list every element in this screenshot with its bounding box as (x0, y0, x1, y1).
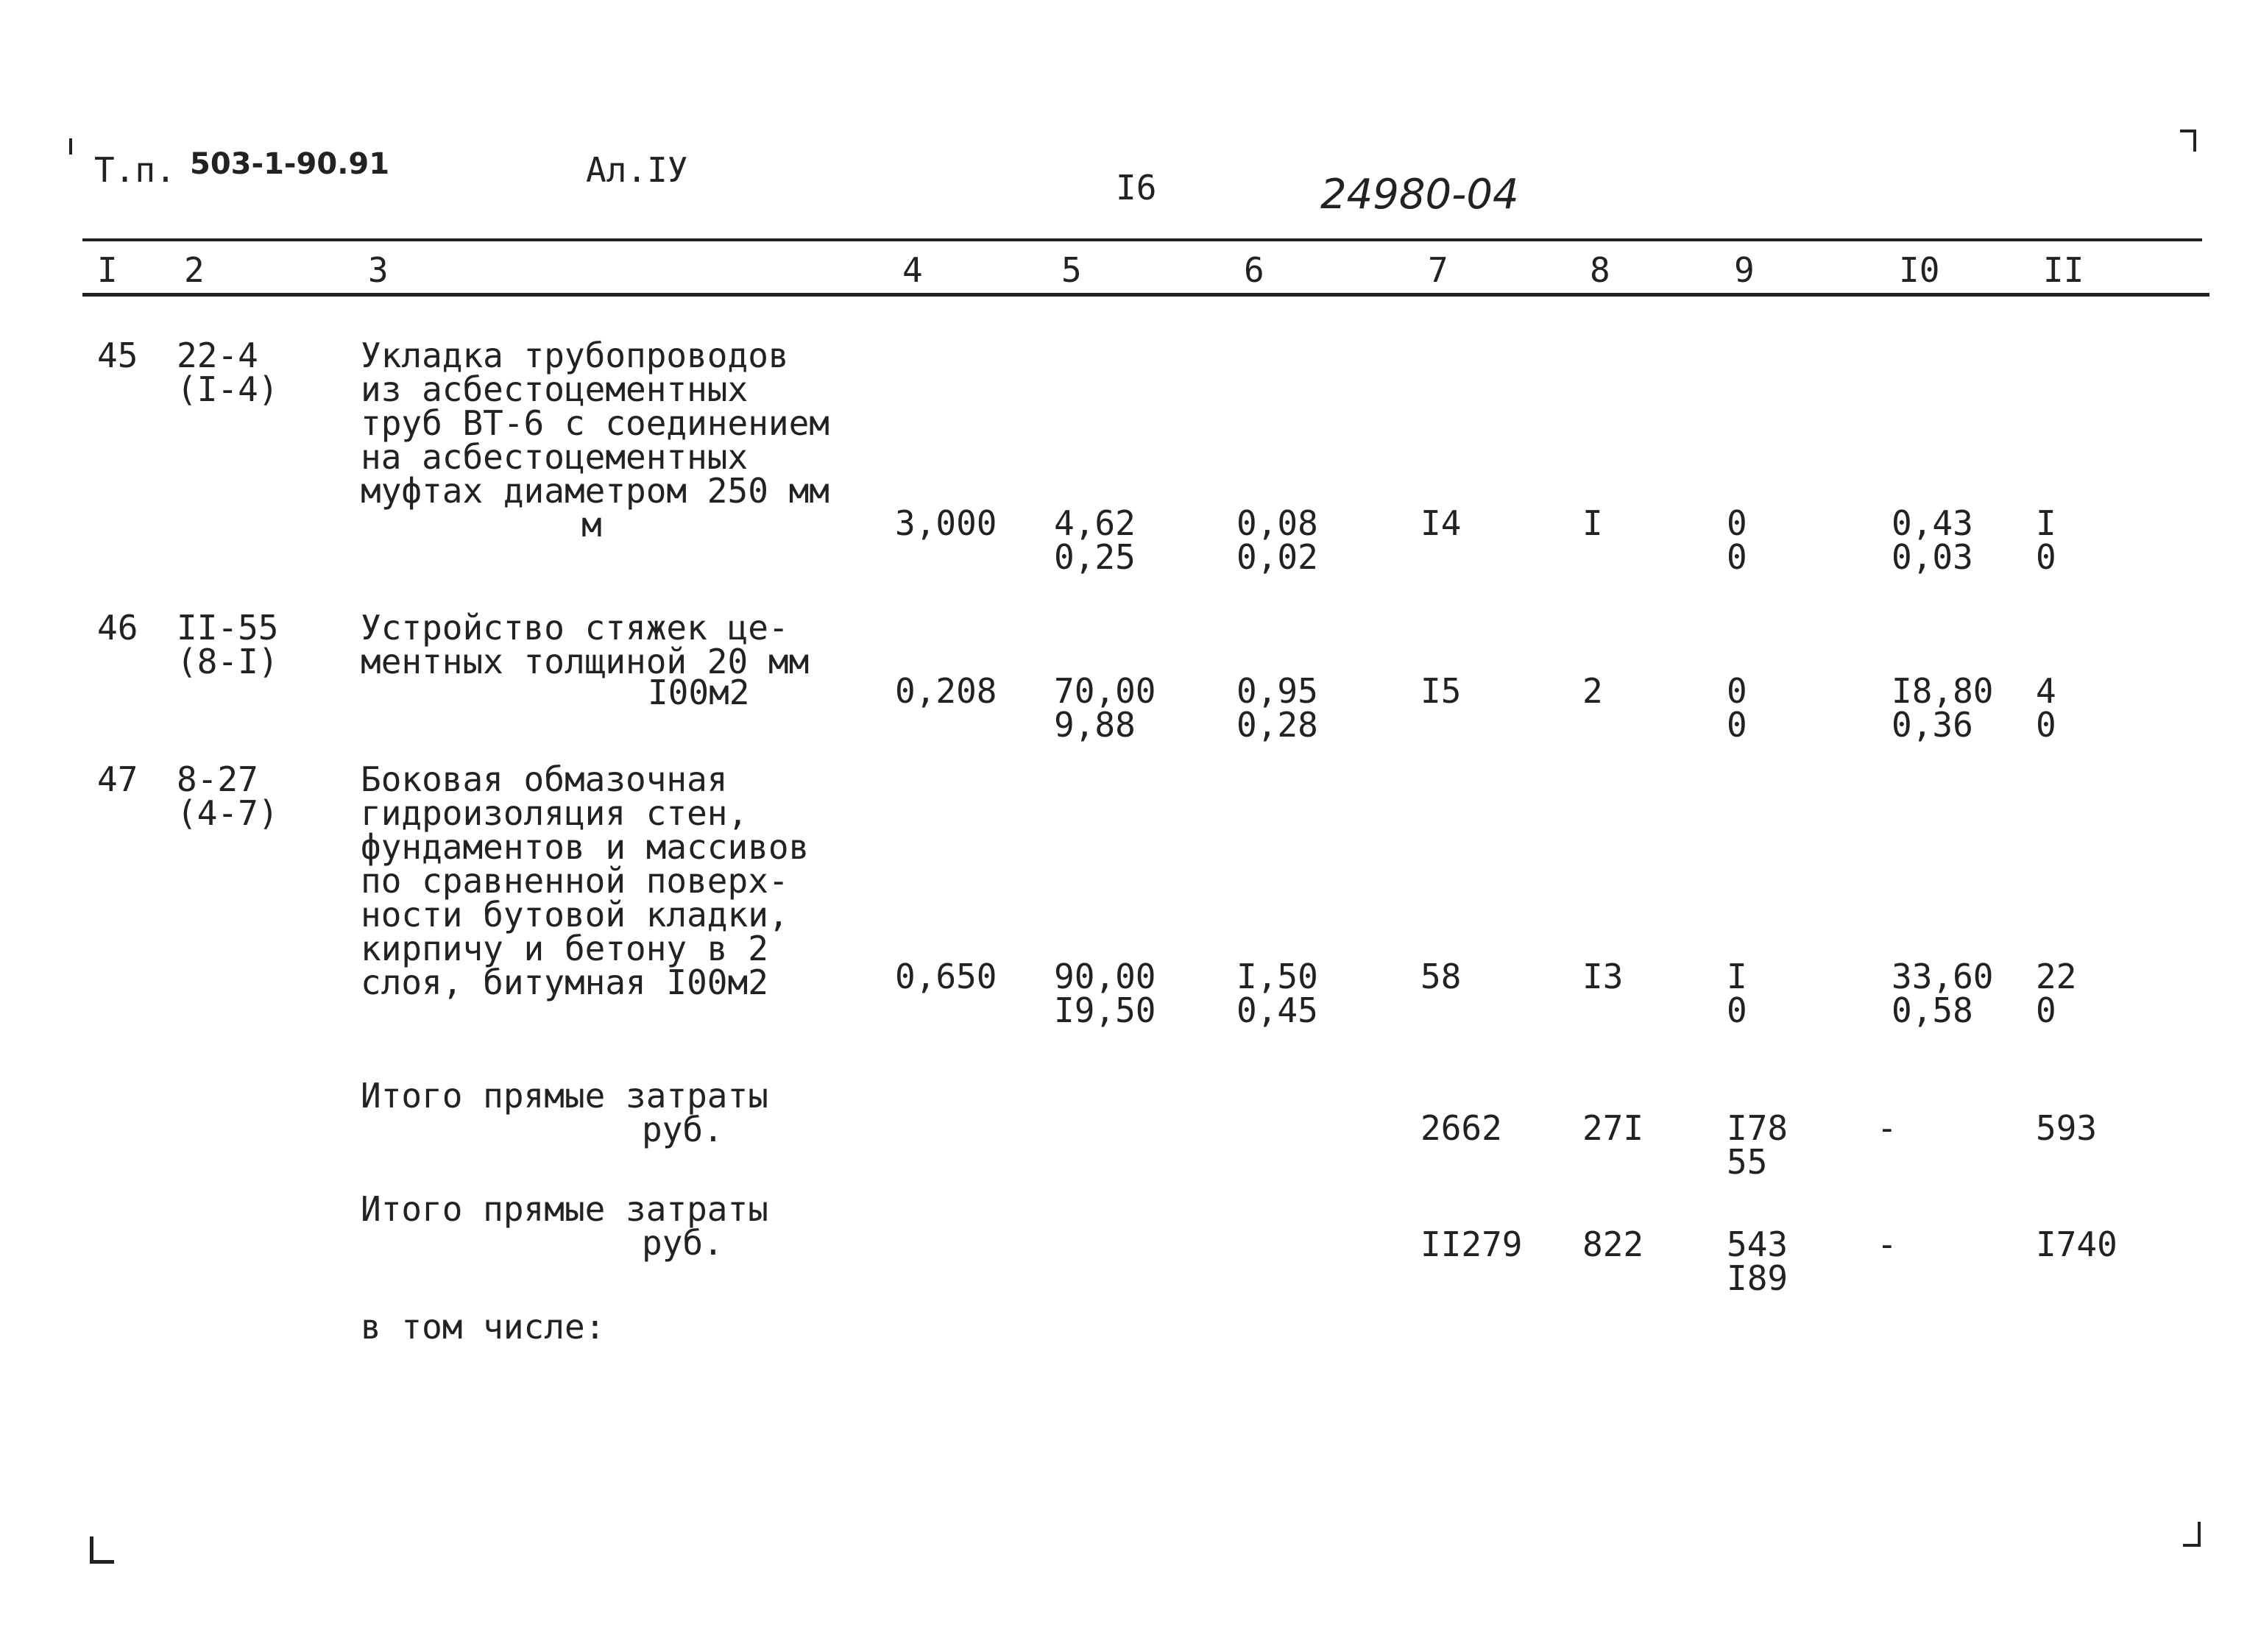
row-col11 (2036, 957, 2077, 1030)
footer-note: в том числе: (361, 1307, 606, 1347)
row-description-line: слоя, битумная I00м2 (361, 963, 768, 1002)
row-description (361, 759, 810, 1002)
row-col9-line: 0 (1727, 503, 1747, 543)
row-col7: I5 (1420, 671, 1462, 711)
total-col8: 27I (1582, 1108, 1644, 1148)
total-col10: - (1877, 1108, 1897, 1148)
column-header-6: 6 (1244, 250, 1264, 290)
column-header-5: 5 (1061, 250, 1082, 290)
row-description (361, 336, 829, 511)
row-description-line: по сравненной поверх- (361, 861, 789, 901)
row-col6 (1236, 671, 1318, 745)
row-col8: 2 (1582, 671, 1603, 711)
column-header-8: 8 (1590, 250, 1610, 290)
row-col9-line: 0 (1727, 990, 1747, 1030)
row-description-line: муфтах диаметром 250 мм (361, 471, 829, 511)
column-header-3: 3 (368, 250, 389, 290)
total-label: Итого прямые затраты (361, 1189, 768, 1229)
total-col9-line: 543 (1727, 1224, 1788, 1264)
row-col5-line: 9,88 (1054, 705, 1136, 745)
album-label: Ал.IУ (586, 150, 688, 190)
row-col6-line: 0,45 (1236, 990, 1318, 1030)
row-code-line: 22-4 (177, 336, 258, 375)
row-number: 46 (97, 608, 138, 648)
total-col9 (1727, 1224, 1788, 1298)
row-col5-line: I9,50 (1054, 990, 1156, 1030)
row-code-line: (I-4) (177, 369, 279, 409)
row-description-line: Боковая обмазочная (361, 759, 728, 799)
row-col9 (1727, 957, 1747, 1030)
row-number: 45 (97, 336, 138, 375)
document-code: 24980-04 (1320, 171, 1519, 219)
corner-mark-top-right (2180, 130, 2196, 152)
row-col11-line: 4 (2036, 671, 2056, 711)
total-col9-line: I89 (1727, 1258, 1788, 1298)
row-quantity: 0,208 (895, 671, 997, 711)
row-col9-line: 0 (1727, 705, 1747, 745)
row-description-line: ности бутовой кладки, (361, 895, 789, 935)
row-col6 (1236, 503, 1318, 577)
row-col10-line: 0,36 (1892, 705, 1973, 745)
row-quantity: 3,000 (895, 503, 997, 543)
row-col6-line: 0,02 (1236, 537, 1318, 577)
row-col10-line: 33,60 (1892, 957, 1994, 996)
row-col8: I (1582, 503, 1603, 543)
page-number: I6 (1116, 168, 1157, 208)
row-col5-line: 90,00 (1054, 957, 1156, 996)
total-col8: 822 (1582, 1224, 1644, 1264)
row-col7: 58 (1420, 957, 1462, 996)
header-rule-bottom (82, 293, 2209, 297)
row-col10-line: I8,80 (1892, 671, 1994, 711)
row-col5-line: 0,25 (1054, 537, 1136, 577)
row-col10-line: 0,43 (1892, 503, 1973, 543)
total-col7: 2662 (1420, 1108, 1502, 1148)
row-col5-line: 4,62 (1054, 503, 1136, 543)
row-description-line: Укладка трубопроводов (361, 336, 789, 375)
row-col10 (1892, 671, 1994, 745)
total-currency: руб. (642, 1223, 723, 1263)
row-col11-line: 0 (2036, 537, 2056, 577)
tp-number: 503-1-90.91 (190, 147, 390, 181)
header-rule-top (82, 238, 2202, 241)
total-col9-line: I78 (1727, 1108, 1788, 1148)
row-code (177, 759, 279, 833)
row-description-line: из асбестоцементных (361, 369, 749, 409)
row-code-line: 8-27 (177, 759, 258, 799)
row-col9 (1727, 503, 1747, 577)
total-label: Итого прямые затраты (361, 1076, 768, 1116)
total-col11: 593 (2036, 1108, 2098, 1148)
row-description-line: ментных толщиной 20 мм (361, 642, 810, 681)
row-col8: I3 (1582, 957, 1624, 996)
row-col7: I4 (1420, 503, 1462, 543)
row-code (177, 608, 279, 681)
row-description-line: фундаментов и массивов (361, 827, 810, 867)
total-col9 (1727, 1108, 1788, 1182)
row-col5 (1054, 671, 1156, 745)
column-header-7: 7 (1428, 250, 1448, 290)
row-col9-line: 0 (1727, 537, 1747, 577)
row-col11-line: 22 (2036, 957, 2077, 996)
total-currency: руб. (642, 1110, 723, 1149)
total-col9-line: 55 (1727, 1142, 1768, 1182)
row-number: 47 (97, 759, 138, 799)
total-col10: - (1877, 1224, 1897, 1264)
row-description-line: на асбестоцементных (361, 437, 749, 477)
column-header-4: 4 (902, 250, 923, 290)
row-quantity: 0,650 (895, 957, 997, 996)
row-col5-line: 70,00 (1054, 671, 1156, 711)
column-header-2: 2 (184, 250, 205, 290)
row-col9-line: I (1727, 957, 1747, 996)
row-code-line: (4-7) (177, 793, 279, 833)
row-col5 (1054, 503, 1136, 577)
row-col6-line: 0,08 (1236, 503, 1318, 543)
row-description-line: труб ВТ-6 с соединением (361, 403, 829, 443)
column-header-10: I0 (1899, 250, 1940, 290)
row-description-line: кирпичу и бетону в 2 (361, 929, 768, 968)
row-col11-line: 0 (2036, 705, 2056, 745)
row-description-line: гидроизоляция стен, (361, 793, 749, 833)
row-col5 (1054, 957, 1156, 1030)
row-col6-line: 0,28 (1236, 705, 1318, 745)
row-col11-line: 0 (2036, 990, 2056, 1030)
row-col9-line: 0 (1727, 671, 1747, 711)
corner-mark-bottom-left (90, 1536, 114, 1564)
tp-prefix: Т.п. (94, 150, 176, 190)
row-col6 (1236, 957, 1318, 1030)
row-col11 (2036, 503, 2056, 577)
row-col6-line: I,50 (1236, 957, 1318, 996)
row-col11-line: I (2036, 503, 2056, 543)
column-header-9: 9 (1734, 250, 1755, 290)
row-col10 (1892, 503, 1973, 577)
column-header-11: II (2043, 250, 2084, 290)
row-unit: I00м2 (648, 673, 750, 712)
row-unit: м (581, 505, 602, 545)
row-col10-line: 0,58 (1892, 990, 1973, 1030)
row-code-line: II-55 (177, 608, 279, 648)
row-description (361, 608, 810, 681)
corner-mark-top-left (69, 138, 72, 155)
row-code (177, 336, 279, 409)
row-col6-line: 0,95 (1236, 671, 1318, 711)
column-header-1: I (97, 250, 118, 290)
row-col10 (1892, 957, 1994, 1030)
total-col7: II279 (1420, 1224, 1523, 1264)
row-col11 (2036, 671, 2056, 745)
row-col9 (1727, 671, 1747, 745)
corner-mark-bottom-right (2183, 1522, 2201, 1547)
row-description-line: Устройство стяжек це- (361, 608, 789, 648)
total-col11: I740 (2036, 1224, 2117, 1264)
row-code-line: (8-I) (177, 642, 279, 681)
row-col10-line: 0,03 (1892, 537, 1973, 577)
